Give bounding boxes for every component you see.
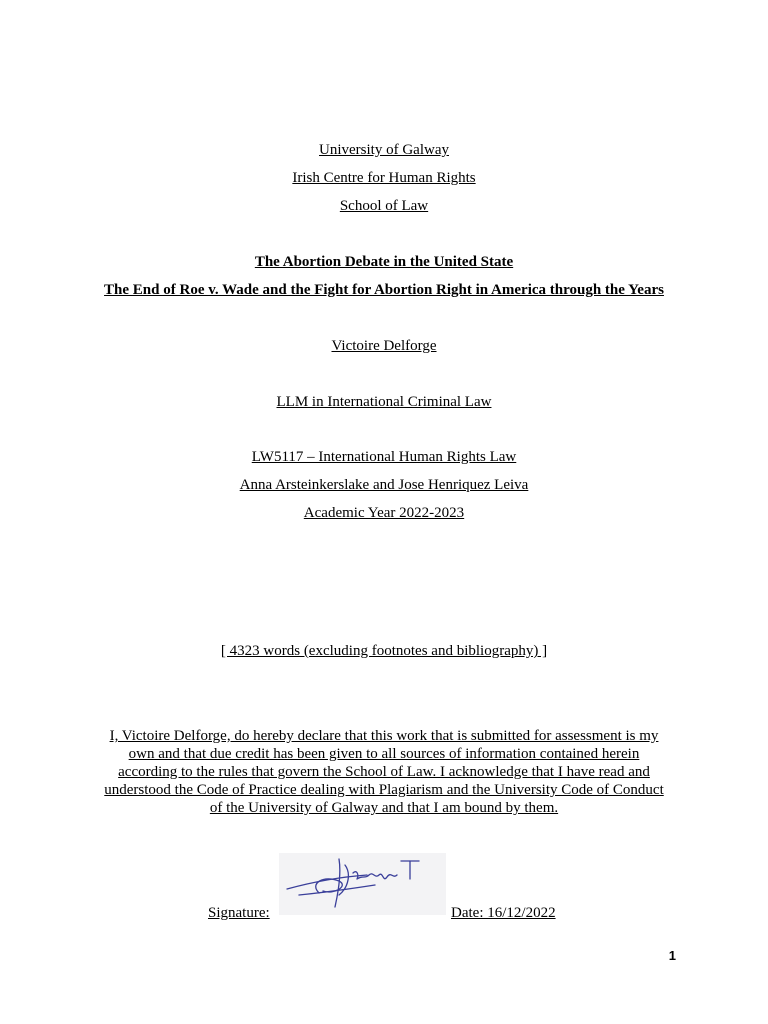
handwritten-signature-icon	[279, 853, 446, 915]
university-name: University of Galway	[319, 142, 449, 158]
academic-year: Academic Year 2022-2023	[303, 505, 465, 521]
declaration-line: of the University of Galway and that I am bound by them.	[209, 800, 559, 816]
signature-label: Signature:	[208, 905, 270, 921]
lecturers: Anna Arsteinkerslake and Jose Henriquez Leiva	[239, 477, 529, 493]
declaration-line: I, Victoire Delforge, do hereby declare that this work that is submitted for assessment is my	[109, 728, 659, 744]
declaration-line: understood the Code of Practice dealing with Plagiarism and the University Code of Conduct	[104, 782, 664, 798]
declaration-line: according to the rules that govern the School of Law. I acknowledge that I have read and	[118, 764, 650, 780]
declaration-line: own and that due credit has been given to all sources of information contained herein	[128, 746, 640, 762]
declaration-text	[84, 727, 684, 817]
paper-title: The Abortion Debate in the United State	[254, 254, 514, 270]
signature-date: Date: 16/12/2022	[451, 905, 556, 921]
programme-name: LLM in International Criminal Law	[276, 394, 492, 410]
school-name: School of Law	[339, 198, 429, 214]
paper-subtitle: The End of Roe v. Wade and the Fight for Abortion Right in America through the Years	[104, 282, 664, 298]
page-number: 1	[668, 948, 676, 963]
centre-name: Irish Centre for Human Rights	[292, 170, 476, 186]
word-count: [ 4323 words (excluding footnotes and bibliography) ]	[220, 643, 548, 659]
module-name: LW5117 – International Human Rights Law	[251, 449, 517, 465]
author-name: Victoire Delforge	[331, 338, 437, 354]
signature-image	[279, 853, 446, 915]
